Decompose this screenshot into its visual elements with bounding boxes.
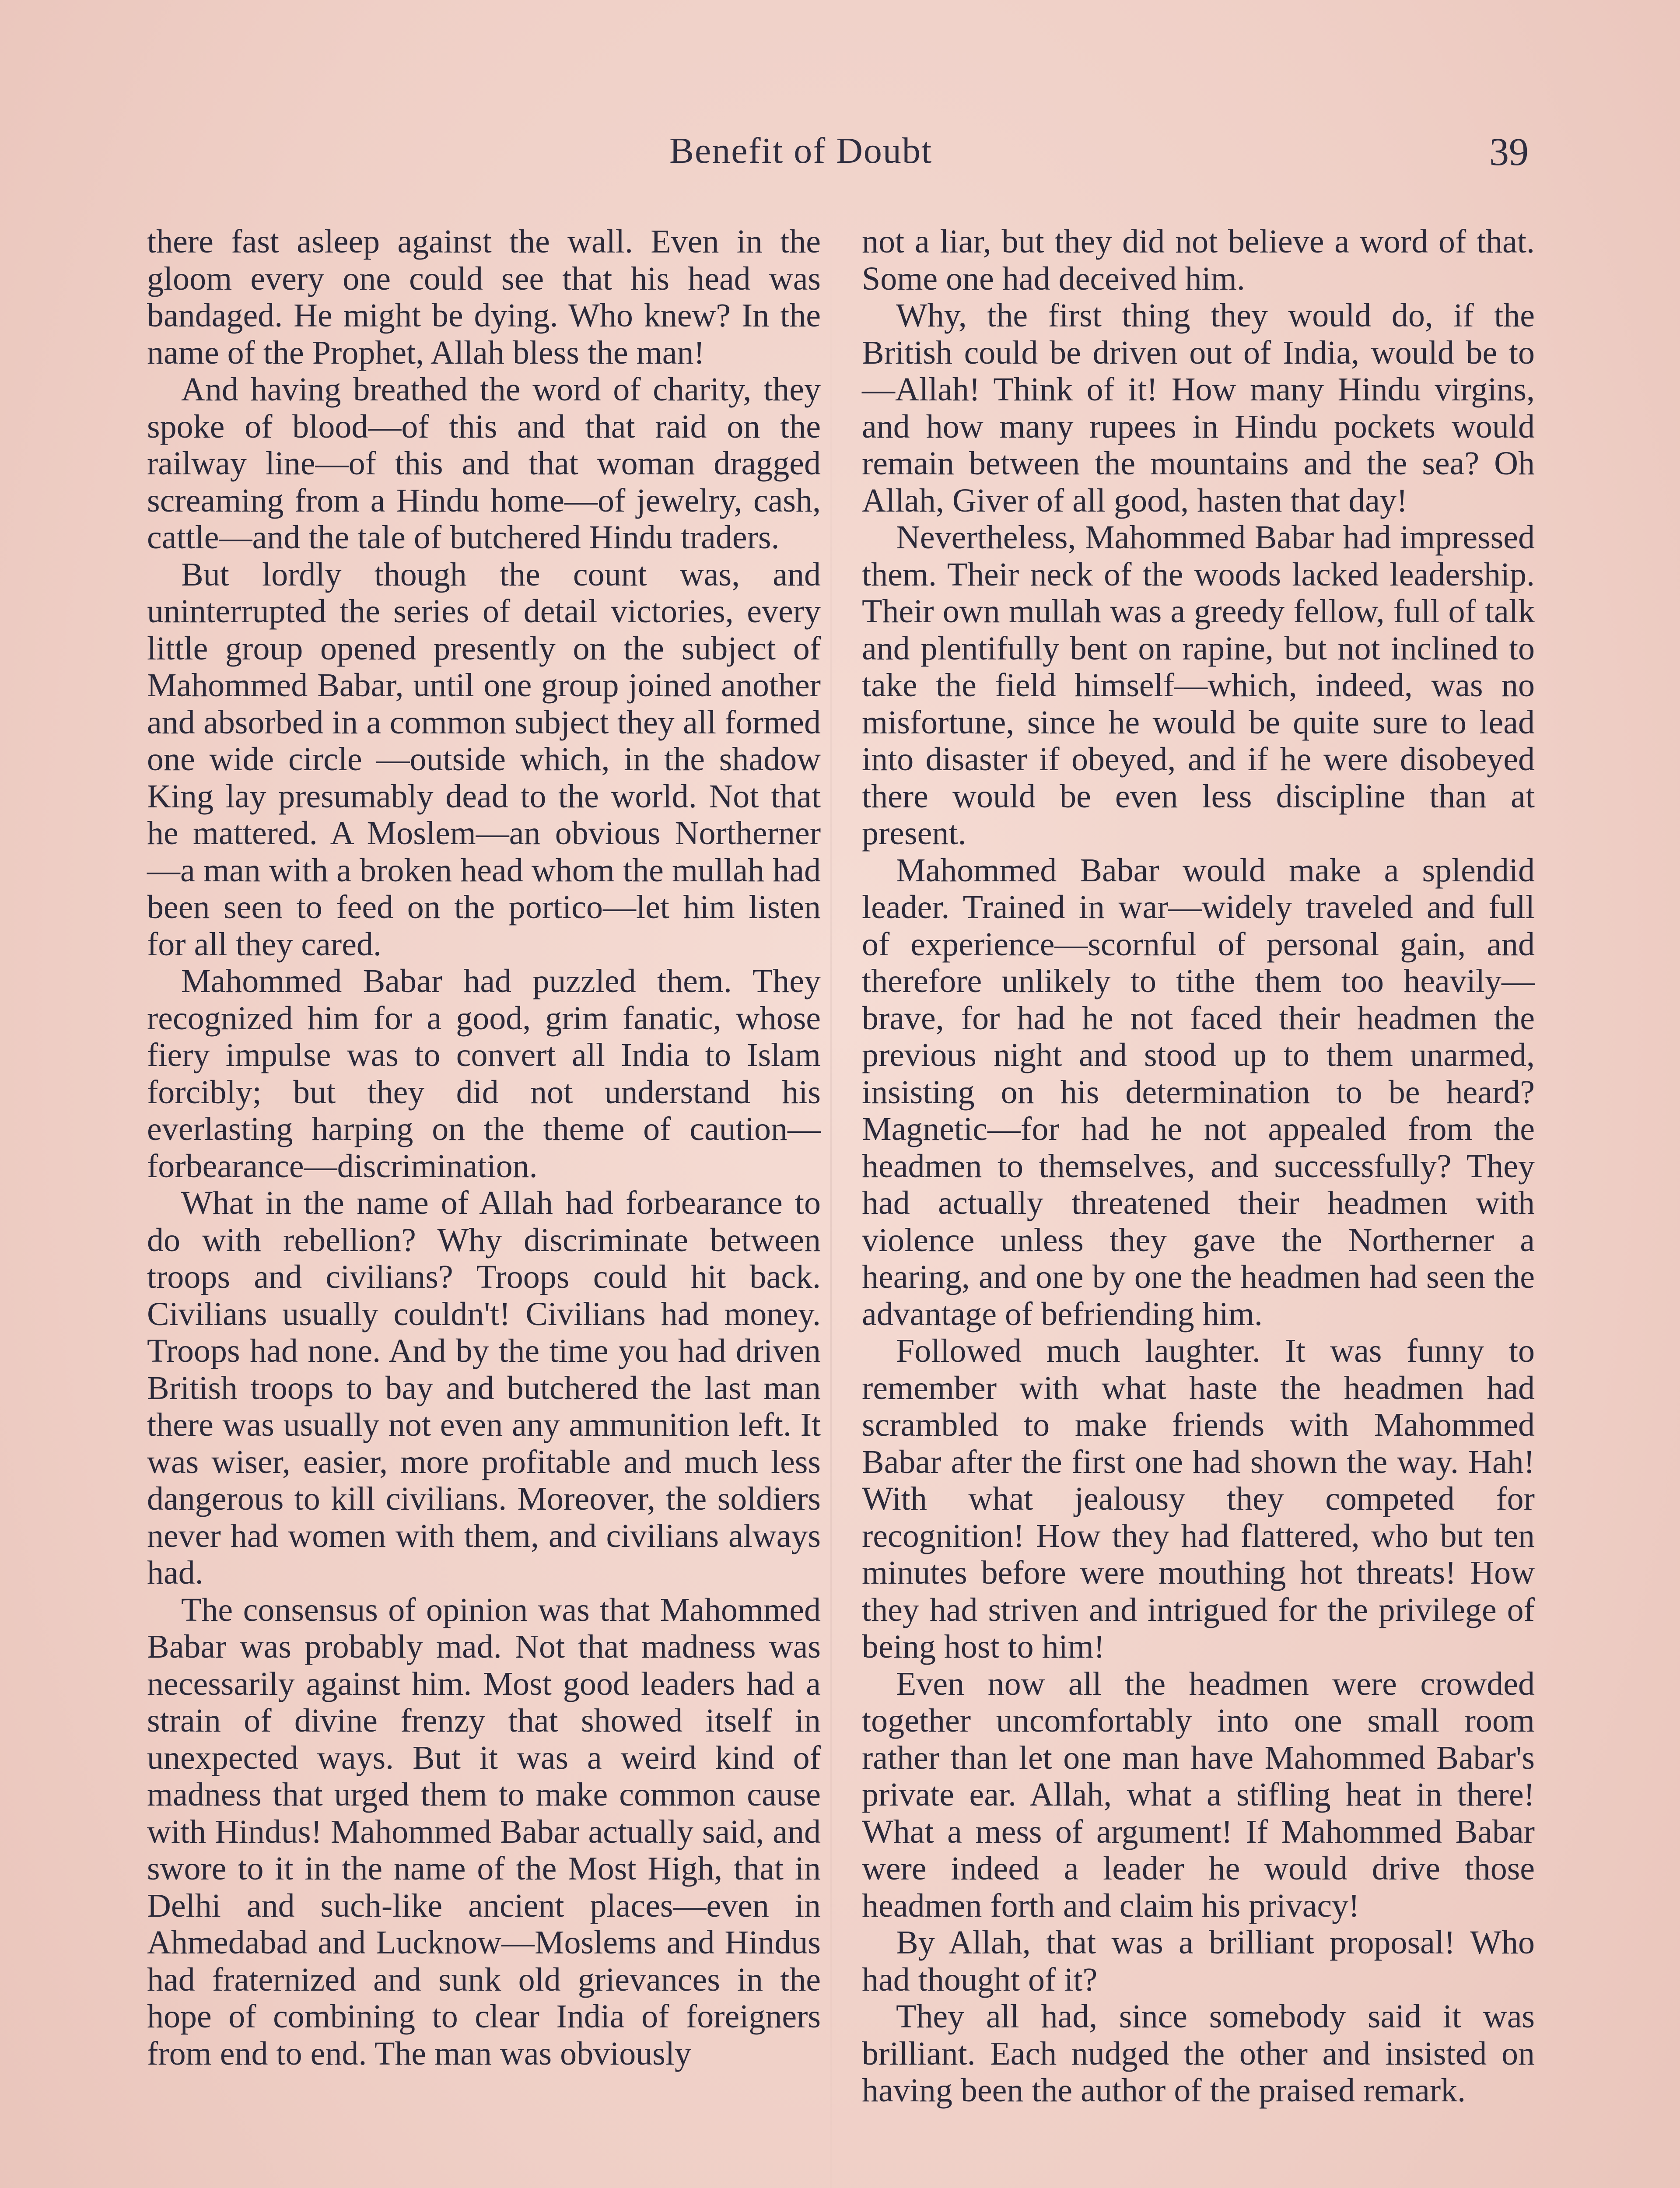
paragraph: They all had, since somebody said it was brilliant. Each nudged the other and insisted on having been the author of the praised remark. [862,1998,1535,2109]
running-head [0,130,1680,182]
page-number: 39 [1489,130,1529,174]
left-column [147,223,821,2072]
running-head-title: Benefit of Doubt [669,130,933,171]
paragraph: What in the name of Allah had forbearance to do with rebellion? Why discriminate between troops and civilians? Troops could hit back. Civilians usually couldn't! Civilians had money. Troops had none. And by the time you had driven British troops to bay and butchered the last man there was usually not even any ammunition left. It was wiser, easier, more profitable and much less dangerous to kill civilians. Moreover, the soldiers never had women with them, and civilians always had. [147,1185,821,1591]
paragraph: Even now all the headmen were crowded together uncomfortably into one small room rather than let one man have Mahommed Babar's private ear. Allah, what a stifling heat in there! What a mess of argument! If Mahommed Babar were indeed a leader he would drive those headmen forth and claim his privacy! [862,1665,1535,1924]
paragraph: Why, the first thing they would do, if the British could be driven out of India, would be to—Allah! Think of it! How many Hindu virgins, and how many rupees in Hindu pockets would remain between the mountains and the sea? Oh Allah, Giver of all good, hasten that day! [862,297,1535,519]
paragraph: The consensus of opinion was that Mahommed Babar was probably mad. Not that madness was necessarily against him. Most good leaders had a strain of divine frenzy that showed itself in unexpected ways. But it was a weird kind of madness that urged them to make common cause with Hindus! Mahommed Babar actually said, and swore to it in the name of the Most High, that in Delhi and such-like ancient places—even in Ahmedabad and Lucknow—Moslems and Hindus had fraternized and sunk old grievances in the hope of combining to clear India of foreigners from end to end. The man was obviously [147,1591,821,2072]
paragraph: Nevertheless, Mahommed Babar had impressed them. Their neck of the woods lacked leadership. Their own mullah was a greedy fellow, full of talk and plentifully bent on rapine, but not inclined to take the field himself—which, indeed, was no misfortune, since he would be quite sure to lead into disaster if obeyed, and if he were disobeyed there would be even less discipline than at present. [862,519,1535,852]
paragraph: And having breathed the word of charity, they spoke of blood—of this and that raid on the railway line—of this and that woman dragged screaming from a Hindu home—of jewelry, cash, cattle—and the tale of butchered Hindu traders. [147,371,821,556]
paragraph: Followed much laughter. It was funny to remember with what haste the headmen had scrambled to make friends with Mahommed Babar after the first one had shown the way. Hah! With what jealousy they competed for recognition! How they had flattered, who but ten minutes before were mouthing hot threats! How they had striven and intrigued for the privilege of being host to him! [862,1332,1535,1665]
paragraph: not a liar, but they did not believe a word of that. Some one had deceived him. [862,223,1535,297]
paragraph: By Allah, that was a brilliant proposal! Who had thought of it? [862,1924,1535,1998]
column-gutter [830,228,832,2188]
paragraph: But lordly though the count was, and uninterrupted the series of detail victories, every little group opened presently on the subject of Mahommed Babar, until one group joined another and absorbed in a common subject they all formed one wide circle —outside which, in the shadow King lay presumably dead to the world. Not that he mattered. A Moslem—an obvious Northerner—a man with a broken head whom the mullah had been seen to feed on the portico—let him listen for all they cared. [147,556,821,963]
paragraph: Mahommed Babar would make a splendid leader. Trained in war—widely traveled and full of experience—scornful of personal gain, and therefore unlikely to tithe them too heavily—brave, for had he not faced their headmen the previous night and stood up to them unarmed, insisting on his determination to be heard? Magnetic—for had he not appealed from the headmen to themselves, and successfully? They had actually threatened their headmen with violence unless they gave the Northerner a hearing, and one by one the headmen had seen the advantage of befriending him. [862,852,1535,1332]
right-column [862,223,1535,2109]
paragraph: Mahommed Babar had puzzled them. They recognized him for a good, grim fanatic, whose fiery impulse was to convert all India to Islam forcibly; but they did not understand his everlasting harping on the theme of caution—forbearance—discrimination. [147,963,821,1185]
paragraph: there fast asleep against the wall. Even in the gloom every one could see that his head was bandaged. He might be dying. Who knew? In the name of the Prophet, Allah bless the man! [147,223,821,371]
